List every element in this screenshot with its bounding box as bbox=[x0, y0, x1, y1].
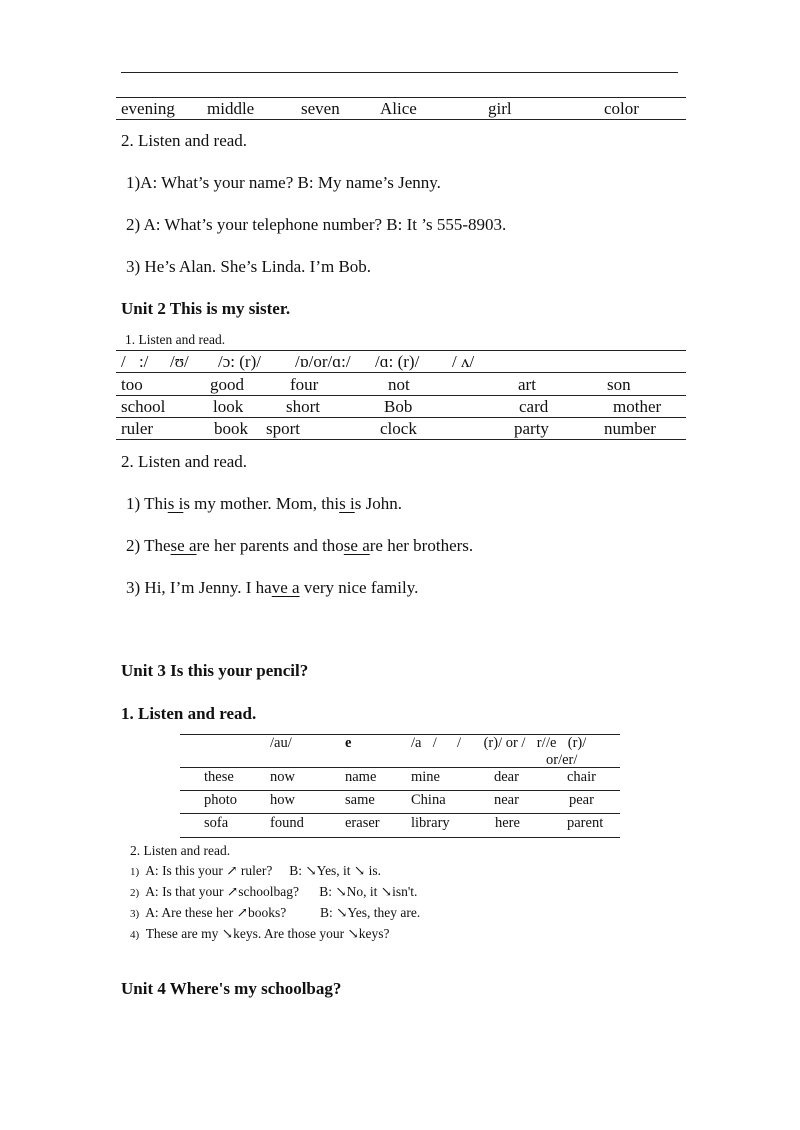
word-cell: art bbox=[518, 375, 536, 394]
word-cell: girl bbox=[488, 99, 512, 118]
word-cell: same bbox=[345, 792, 375, 808]
section-title: 2. Listen and read. bbox=[121, 131, 248, 150]
dialogue-text: A: Are these her ↗books? B: ↘Yes, they are. bbox=[145, 905, 421, 920]
phonetic-header: /ʊ/ bbox=[170, 352, 189, 371]
dialogue-line bbox=[126, 494, 402, 514]
word-cell: Bob bbox=[384, 397, 413, 416]
text-segment: 2) The bbox=[126, 536, 171, 555]
table-rule bbox=[180, 790, 620, 791]
dialogue-line: 2) A: What’s your telephone number? B: It ’s 555-8903. bbox=[126, 215, 507, 234]
word-cell: eraser bbox=[345, 815, 380, 831]
table-rule bbox=[180, 767, 620, 768]
word-cell: here bbox=[495, 815, 520, 831]
word-cell: library bbox=[411, 815, 450, 831]
table-rule bbox=[116, 439, 686, 440]
phonetic-header: /e (r)/ or/er/ bbox=[546, 735, 587, 768]
dialogue-line bbox=[126, 536, 473, 556]
phonetic-header: /ɔ: (r)/ bbox=[218, 352, 261, 371]
text-segment: 3) Hi, I’m Jenny. I ha bbox=[126, 578, 272, 597]
word-row-bottom-rule bbox=[116, 119, 686, 120]
word-cell: chair bbox=[567, 769, 596, 785]
text-segment: s John. bbox=[354, 494, 402, 513]
word-cell: these bbox=[204, 769, 234, 785]
word-cell: Alice bbox=[380, 99, 417, 118]
underlined-segment: s i bbox=[167, 494, 184, 513]
dialogue-line bbox=[126, 578, 418, 598]
phonetic-header: /  (r)/ or / r/ bbox=[457, 735, 546, 751]
phonetic-header: /a / bbox=[411, 735, 437, 751]
word-cell: card bbox=[519, 397, 549, 416]
dialogue-text: A: Is this your ↗ ruler? B: ↘Yes, it ↘ is. bbox=[145, 863, 382, 878]
dialogue-line bbox=[130, 926, 390, 942]
underlined-segment: ve a bbox=[271, 578, 300, 597]
word-cell: look bbox=[213, 397, 244, 416]
word-cell: son bbox=[607, 375, 631, 394]
phonetic-header: / ʌ/ bbox=[452, 352, 475, 371]
line-number: 3) bbox=[130, 908, 140, 920]
word-cell: ruler bbox=[121, 419, 154, 438]
underlined-segment: se a bbox=[170, 536, 197, 555]
word-cell: clock bbox=[380, 419, 417, 438]
word-cell: seven bbox=[301, 99, 340, 118]
phonetic-header: / :/ bbox=[121, 352, 149, 371]
unit-title: Unit 3 Is this your pencil? bbox=[121, 661, 309, 680]
line-number: 1) bbox=[130, 866, 140, 878]
word-cell: now bbox=[270, 769, 295, 785]
dialogue-text: A: Is that your ↗schoolbag? B: ↘No, it ↘isn't. bbox=[145, 884, 418, 899]
dialogue-line bbox=[130, 905, 420, 921]
word-cell: mother bbox=[613, 397, 662, 416]
section-title: 1. Listen and read. bbox=[121, 704, 257, 723]
phonetic-header: e  bbox=[345, 735, 363, 751]
phonetic-header: /au/ bbox=[270, 735, 292, 751]
phonetic-table-top-rule bbox=[116, 350, 686, 351]
section-title: 2. Listen and read. bbox=[121, 452, 248, 471]
word-cell: party bbox=[514, 419, 549, 438]
text-segment: re her brothers. bbox=[369, 536, 474, 555]
phonetic-header: /ɑ: (r)/ bbox=[375, 352, 420, 371]
dialogue-line: 3) He’s Alan. She’s Linda. I’m Bob. bbox=[126, 257, 372, 276]
word-cell: mine bbox=[411, 769, 440, 785]
word-cell: short bbox=[286, 397, 320, 416]
dialogue-line bbox=[130, 863, 381, 879]
dialogue-line: 1)A: What’s your name? B: My name’s Jenny. bbox=[126, 173, 441, 192]
table-rule bbox=[116, 417, 686, 418]
word-cell: sport bbox=[266, 419, 300, 438]
dialogue-line bbox=[130, 884, 417, 900]
word-cell: China bbox=[411, 792, 446, 808]
section-title: 1. Listen and read. bbox=[125, 332, 226, 347]
word-cell: number bbox=[604, 419, 656, 438]
line-number: 2) bbox=[130, 887, 140, 899]
underlined-segment: s i bbox=[339, 494, 355, 513]
word-cell: name bbox=[345, 769, 377, 785]
text-segment: re her parents and tho bbox=[196, 536, 344, 555]
text-segment: s my mother. Mom, thi bbox=[183, 494, 340, 513]
word-cell: near bbox=[494, 792, 519, 808]
top-rule bbox=[121, 72, 678, 73]
word-cell: middle bbox=[207, 99, 255, 118]
word-cell: too bbox=[121, 375, 143, 394]
table-rule bbox=[180, 837, 620, 838]
word-cell: book bbox=[214, 419, 248, 438]
table-rule bbox=[180, 813, 620, 814]
word-cell: evening bbox=[121, 99, 175, 118]
word-cell: four bbox=[290, 375, 319, 394]
underlined-segment: se a bbox=[343, 536, 370, 555]
word-cell: dear bbox=[494, 769, 519, 785]
unit-title: Unit 2 This is my sister. bbox=[121, 299, 291, 318]
phonetic-header: /ɒ/or/ɑ:/ bbox=[295, 352, 351, 371]
text-segment: very nice family. bbox=[299, 578, 419, 597]
word-cell: how bbox=[270, 792, 295, 808]
dialogue-text: These are my ↘keys. Are those your ↘keys? bbox=[145, 926, 390, 941]
word-cell: color bbox=[604, 99, 639, 118]
word-cell: found bbox=[270, 815, 304, 831]
word-row-top-rule bbox=[116, 97, 686, 98]
word-cell: sofa bbox=[204, 815, 229, 831]
word-cell: photo bbox=[204, 792, 238, 808]
section-title: 2. Listen and read. bbox=[130, 843, 231, 858]
word-cell: good bbox=[210, 375, 244, 394]
table-rule bbox=[116, 372, 686, 373]
word-cell: not bbox=[388, 375, 410, 394]
table-rule bbox=[116, 395, 686, 396]
word-cell: parent bbox=[567, 815, 604, 831]
word-cell: pear bbox=[569, 792, 594, 808]
word-cell: school bbox=[121, 397, 166, 416]
line-number: 4) bbox=[130, 929, 140, 941]
unit-title: Unit 4 Where's my schoolbag? bbox=[121, 979, 342, 998]
text-segment: 1) Thi bbox=[126, 494, 168, 513]
